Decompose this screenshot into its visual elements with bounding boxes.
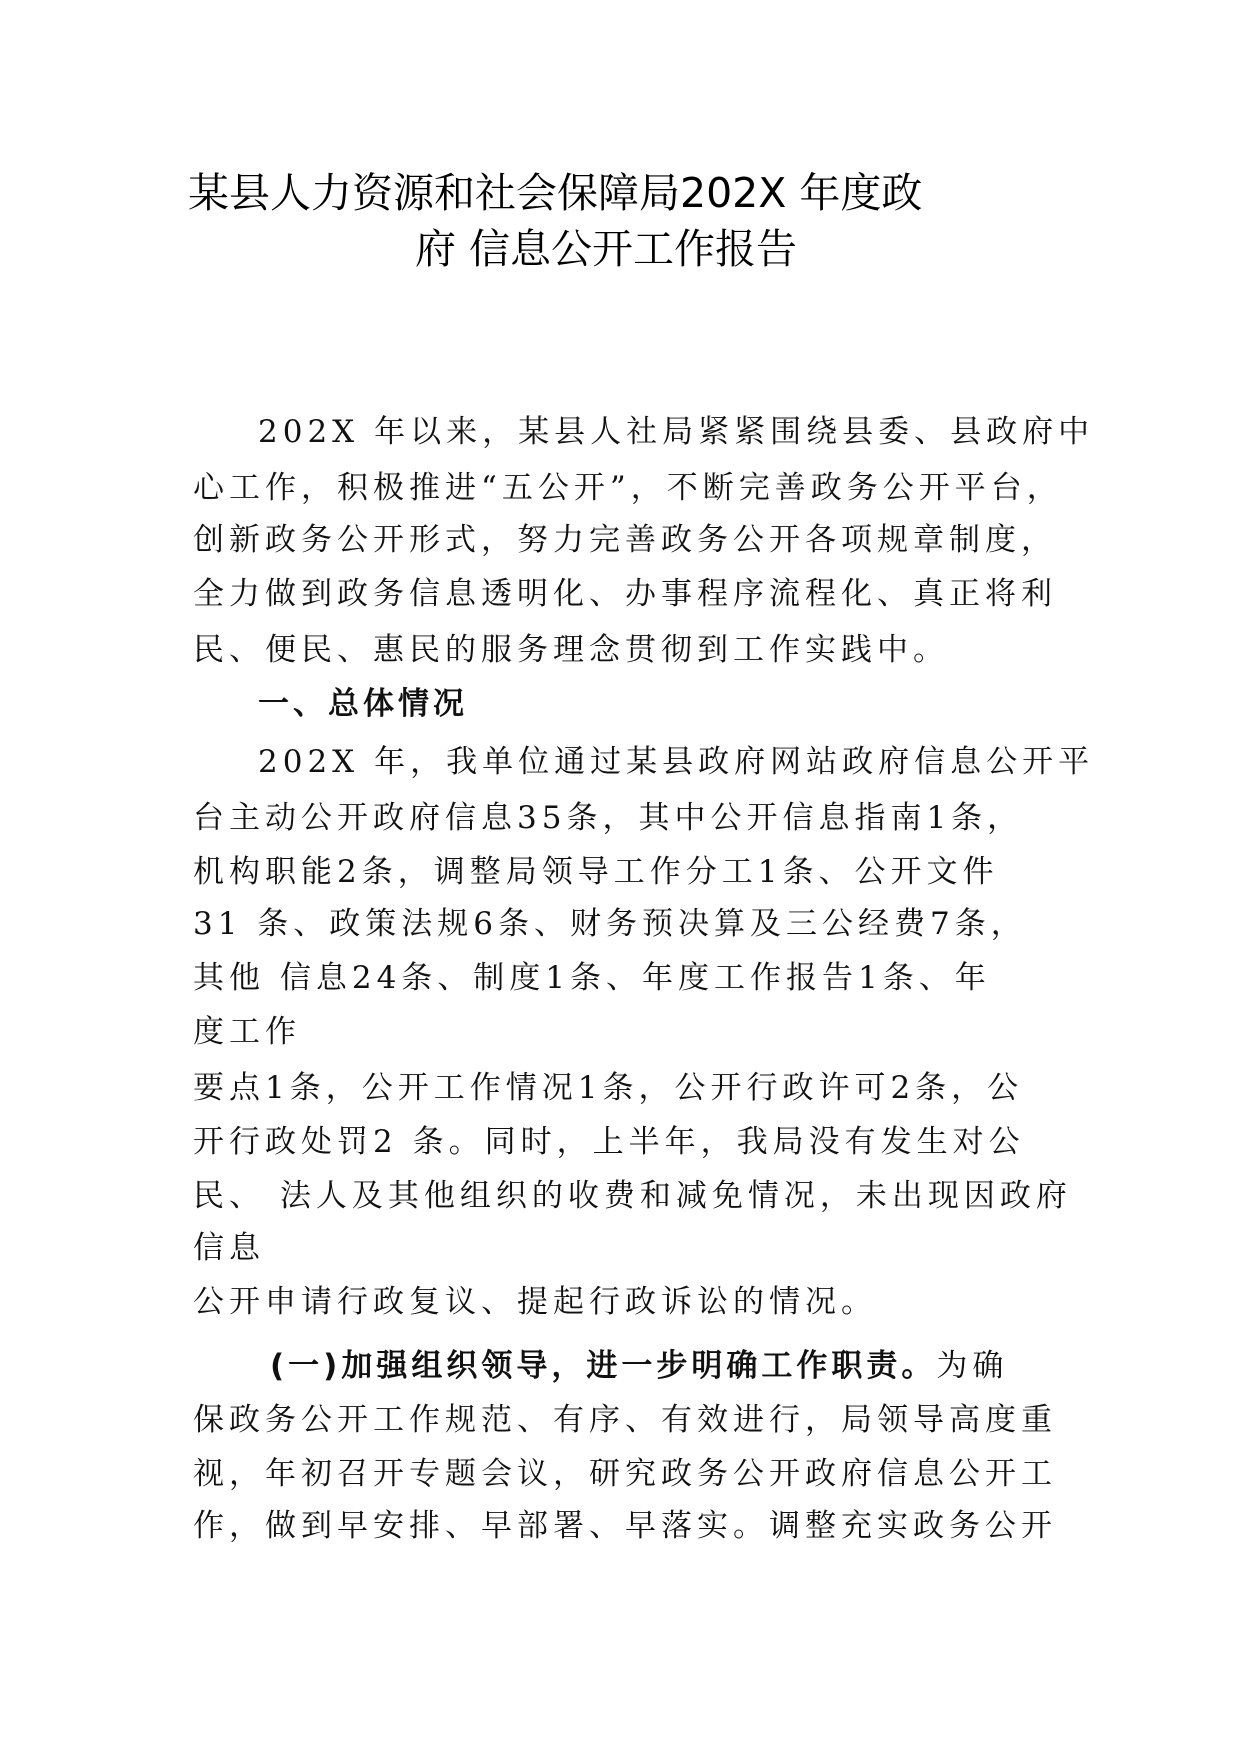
section-line: 要点1条，公开工作情况1条，公开行政许可2条，公 xyxy=(193,1070,1024,1106)
section-line: 民、 法人及其他组织的收费和减免情况，未出现因政府 xyxy=(193,1178,1072,1214)
intro-line: 心工作，积极推进“五公开”，不断完善政务公开平台， xyxy=(193,470,1063,506)
subsection-line: 视，年初召开专题会议，研究政务公开政府信息公开工 xyxy=(193,1456,1057,1492)
section-line: 机构职能2条，调整局领导工作分工1条、公开文件 xyxy=(193,854,999,890)
section-line: 202X 年，我单位通过某县政府网站政府信息公开平 xyxy=(258,744,1095,780)
subsection-first-tail: 为确 xyxy=(936,1348,1009,1384)
section-line: 度工作 xyxy=(193,1014,301,1050)
subsection-first-line xyxy=(270,1340,1008,1385)
section-line: 公开申请行政复议、提起行政诉讼的情况。 xyxy=(193,1284,877,1320)
section-heading: 一、总体情况 xyxy=(258,686,468,722)
document-title-line-1: 某县人力资源和社会保障局202X 年度政 xyxy=(188,169,923,217)
section-line: 31 条、政策法规6条、财务预决算及三公经费7条， xyxy=(193,906,1027,942)
document-title-line-2: 府 信息公开工作报告 xyxy=(415,225,798,273)
section-line: 信息 xyxy=(193,1230,265,1266)
subsection-heading: (一)加强组织领导，进一步明确工作职责。 xyxy=(270,1348,937,1384)
section-line: 台主动公开政府信息35条，其中公开信息指南1条， xyxy=(193,800,1024,836)
subsection-line: 保政务公开工作规范、有序、有效进行，局领导高度重 xyxy=(193,1402,1057,1438)
section-line: 开行政处罚2 条。同时，上半年，我局没有发生对公 xyxy=(193,1124,1025,1160)
intro-line: 全力做到政务信息透明化、办事程序流程化、真正将利 xyxy=(193,576,1057,612)
intro-line: 民、便民、惠民的服务理念贯彻到工作实践中。 xyxy=(193,632,949,668)
intro-line: 创新政务公开形式，努力完善政务公开各项规章制度， xyxy=(193,522,1057,558)
section-line: 其他 信息24条、制度1条、年度工作报告1条、年 xyxy=(193,960,991,996)
intro-line: 202X 年以来，某县人社局紧紧围绕县委、县政府中 xyxy=(258,414,1095,450)
subsection-line: 作，做到早安排、早部署、早落实。调整充实政务公开 xyxy=(193,1508,1057,1544)
